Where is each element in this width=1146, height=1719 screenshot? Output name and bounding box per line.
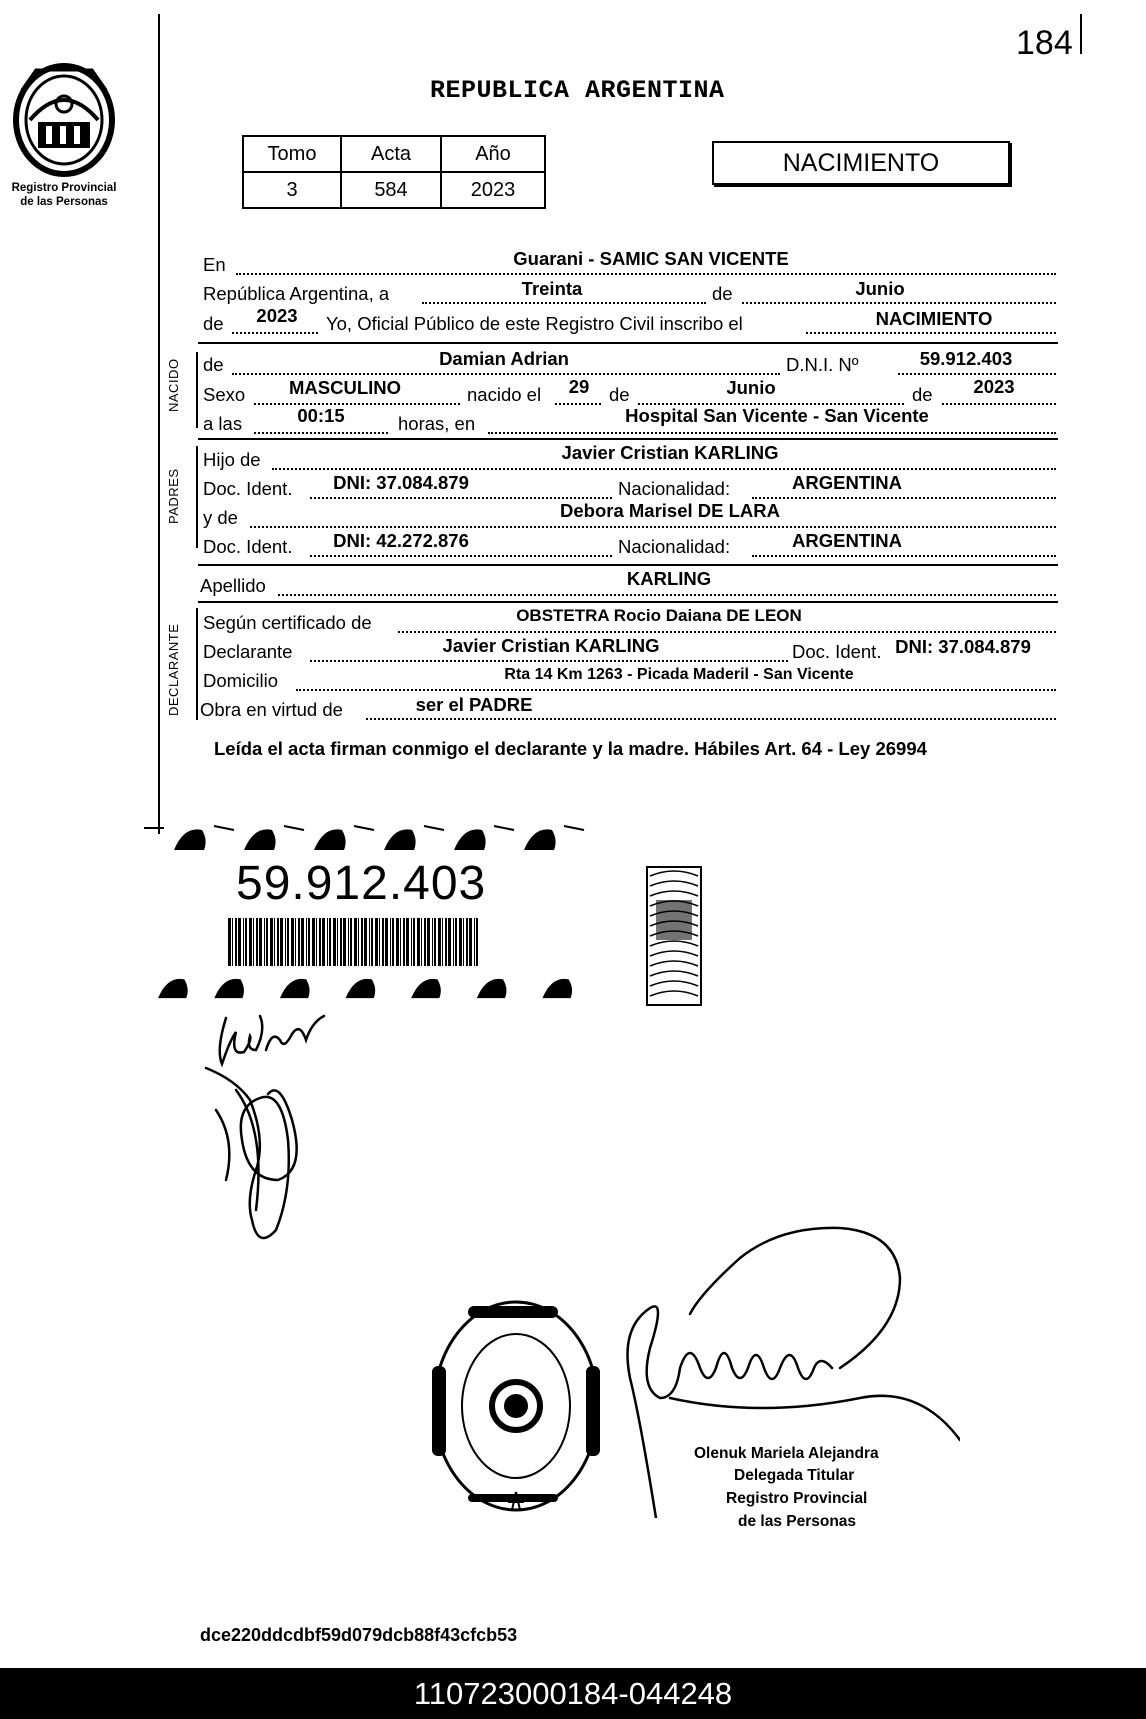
barcode-bar [280,918,283,966]
value-certificado: OBSTETRA Rocio Daiana DE LEON [516,606,802,625]
barcode-bar [249,918,252,966]
barcode-bar [382,918,384,966]
value-anio: 2023 [441,172,545,208]
value-declarante-doc: DNI: 37.084.879 [895,636,1031,657]
barcode-bar [306,918,307,966]
value-padre-doc: DNI: 37.084.879 [333,472,469,493]
emblem-caption-line-2: de las Personas [20,196,108,208]
security-hologram [646,866,702,1006]
barcode-bar [253,918,254,966]
barcode-bar [448,918,451,966]
barcode-bar [259,918,262,966]
barcode-bar [453,918,454,966]
left-margin-rule [158,14,160,834]
label-en: En [203,254,226,275]
emblem-caption-line-1: Registro Provincial [11,182,117,194]
label-de: de [712,283,733,304]
barcode-bar [369,918,370,966]
header-tomo: Tomo [243,136,341,172]
barcode-bar [308,918,310,966]
label-doc-ident: Doc. Ident. [792,641,882,662]
barcode-bar [400,918,401,966]
label-yo: Yo, Oficial Público de este Registro Civil inscribo el [326,313,743,334]
province-emblem [8,60,120,183]
barcode-bar [270,918,273,966]
barcode-bar [403,918,405,966]
label-de: de [912,384,933,405]
side-label-padres: PADRES [166,468,181,524]
barcode-bar [406,918,409,966]
barcode-bar [390,918,391,966]
barcode-bar [438,918,441,966]
barcode-bar [266,918,268,966]
barcode-bar [337,918,338,966]
barcode-bar [455,918,457,966]
barcode-bar [434,918,436,966]
barcode-bar [274,918,275,966]
barcode-bar [312,918,315,966]
record-table [242,135,546,209]
value-dia-texto: Treinta [521,278,583,299]
label-nacionalidad: Nacionalidad: [618,536,731,557]
barcode-bar [466,918,468,966]
value-apellido: KARLING [626,568,712,589]
label-republica: República Argentina, a [203,283,390,304]
label-doc-ident: Doc. Ident. [203,478,293,499]
value-padre: Javier Cristian KARLING [561,442,779,463]
footer-code: 110723000184-044248 [413,1676,733,1711]
barcode-bar [358,918,359,966]
label-apellido: Apellido [200,575,266,596]
side-bracket [196,608,198,720]
barcode-bar [445,918,447,966]
barcode-bar [232,918,233,966]
barcode-bar [417,918,420,966]
value-sexo: MASCULINO [288,377,402,398]
security-pattern-top [144,822,594,852]
right-margin-rule [1080,14,1082,54]
barcode-bar [322,918,325,966]
barcode-bar [354,918,357,966]
barcode-bar [340,918,342,966]
side-label-nacido: NACIDO [166,358,181,412]
value-domicilio: Rta 14 Km 1263 - Picada Maderil - San Vicente [504,666,854,683]
value-madre-nac: ARGENTINA [792,530,902,551]
label-declarante: Declarante [203,641,293,662]
id-number-large: 59.912.403 [236,857,487,910]
document-title: REPUBLICA ARGENTINA [430,76,725,105]
label-doc-ident: Doc. Ident. [203,536,293,557]
label-nacionalidad: Nacionalidad: [618,478,731,499]
label-segun: Según certificado de [203,612,372,633]
value-anio: 2023 [256,305,298,326]
barcode-bar [243,918,244,966]
barcode-bar [333,918,336,966]
barcode-bar [301,918,304,966]
barcode-bar [316,918,317,966]
value-acta: 584 [341,172,441,208]
barcode-bar [235,918,237,966]
barcode-bar [343,918,346,966]
label-de: de [203,354,224,375]
side-bracket [196,446,198,548]
barcode-bar [256,918,258,966]
label-a-las: a las [203,413,243,434]
value-obra: ser el PADRE [415,694,533,715]
barcode-bar [424,918,426,966]
page-number: 184 [1016,24,1073,62]
barcode-bar [392,918,394,966]
side-label-declarante: DECLARANTE [166,623,181,716]
official-role: Delegada Titular [734,1467,855,1484]
barcode-bar [295,918,296,966]
value-mes: Junio [855,278,905,299]
document-hash: dce220ddcdbf59d079dcb88f43cfcb53 [200,1625,518,1645]
label-obra: Obra en virtud de [200,699,343,720]
value-mes-nac: Junio [726,377,776,398]
label-hijo-de: Hijo de [203,449,261,470]
value-padre-nac: ARGENTINA [792,472,902,493]
official-seal [428,1296,604,1516]
barcode-bar [474,918,475,966]
barcode-bar [432,918,433,966]
label-sexo: Sexo [203,384,246,405]
barcode-bar [291,918,294,966]
barcode-bar [459,918,462,966]
barcode-bar [245,918,247,966]
label-domicilio: Domicilio [203,670,279,691]
barcode-bar [361,918,363,966]
barcode-bar [298,918,300,966]
section-separator [198,438,1058,440]
barcode-bar [364,918,367,966]
closing-statement: Leída el acta firman conmigo el declarante y la madre. Hábiles Art. 64 - Ley 26994 [214,738,927,759]
header-acta: Acta [341,136,441,172]
barcode-bar [469,918,472,966]
barcode-bar [285,918,286,966]
value-madre-doc: DNI: 42.272.876 [333,530,469,551]
barcode-bar [427,918,430,966]
value-anio-nac: 2023 [973,376,1015,397]
side-bracket [196,352,198,428]
label-de: de [203,313,224,334]
label-dni-no: D.N.I. Nº [786,354,859,375]
barcode-bar [264,918,265,966]
declarant-signature [196,1010,356,1260]
security-pattern-bottom [144,970,594,1000]
label-horas-en: horas, en [398,413,476,434]
barcode-bar [463,918,464,966]
section-separator [198,564,1058,566]
value-madre: Debora Marisel DE LARA [560,500,780,521]
section-separator [198,342,1058,344]
value-dia-nac: 29 [568,376,590,397]
barcode-bar [371,918,373,966]
barcode-bar [228,918,231,966]
barcode-bar [277,918,279,966]
barcode-bar [287,918,289,966]
value-tipo: NACIMIENTO [875,308,993,329]
barcode-bar [319,918,321,966]
barcode-bar [385,918,388,966]
section-separator [198,601,1058,603]
value-hora: 00:15 [297,405,345,426]
barcode-bar [413,918,415,966]
record-type-box: NACIMIENTO [712,141,1010,185]
barcode [228,918,484,966]
barcode-bar [379,918,380,966]
value-lugar: Guarani - SAMIC SAN VICENTE [513,248,789,269]
official-office-1: Registro Provincial [726,1490,868,1507]
value-dni: 59.912.403 [919,348,1013,369]
value-tomo: 3 [243,172,341,208]
official-office-2: de las Personas [738,1513,857,1530]
barcode-bar [348,918,349,966]
label-y-de: y de [203,507,238,528]
barcode-bar [238,918,241,966]
barcode-bar [329,918,331,966]
barcode-bar [396,918,399,966]
barcode-bar [411,918,412,966]
label-de: de [609,384,630,405]
label-nacido-el: nacido el [467,384,542,405]
header-anio: Año [441,136,545,172]
emblem-caption [0,181,128,209]
barcode-bar [421,918,422,966]
barcode-bar [375,918,378,966]
barcode-bar [476,918,478,966]
barcode-bar [442,918,443,966]
value-declarante: Javier Cristian KARLING [442,635,660,656]
value-lugar-nac: Hospital San Vicente - San Vicente [625,405,929,426]
barcode-bar [350,918,352,966]
official-name: Olenuk Mariela Alejandra [694,1445,879,1462]
value-nombre: Damian Adrian [439,348,569,369]
barcode-bar [327,918,328,966]
